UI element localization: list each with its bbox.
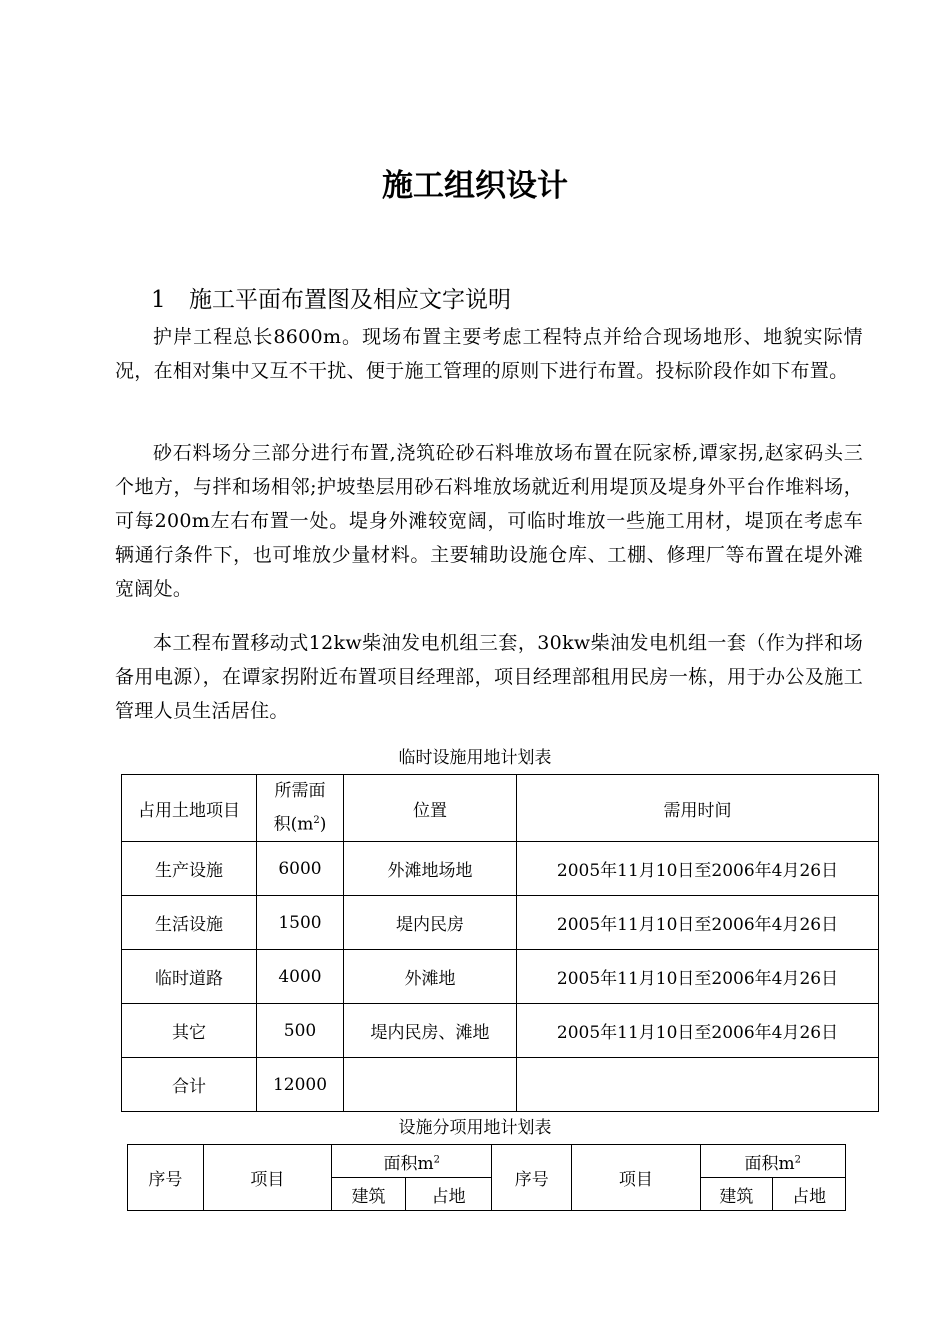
cell-time: 2005年11月10日至2006年4月26日 xyxy=(517,842,879,896)
paragraph-material-yards: 砂石料场分三部分进行布置,浇筑砼砂石料堆放场布置在阮家桥,谭家拐,赵家码头三个地方，与拌和场相邻;护坡垫层用砂石料堆放场就近利用堤顶及堤身外平台作堆料场，可每200m左右布置一处。堤身外滩较宽阔，可临时堆放一些施工用材，堤顶在考虑车辆通行条件下，也可堆放少量材料。主要辅助设施仓库、工棚、修理厂等布置在堤外滩宽阔处。 xyxy=(115,442,863,600)
cell-area: 6000 xyxy=(257,842,344,896)
cell-location: 外滩地场地 xyxy=(344,842,517,896)
table-row xyxy=(122,950,879,1004)
header-area-close: ) xyxy=(319,814,327,835)
header-land: 占地 xyxy=(405,1178,492,1211)
header-seq: 序号 xyxy=(128,1145,204,1211)
header-building: 建筑 xyxy=(332,1178,406,1211)
cell-item: 生产设施 xyxy=(122,842,257,896)
header-area xyxy=(332,1145,492,1178)
section-heading xyxy=(151,281,511,314)
table-row-total xyxy=(122,1058,879,1112)
section-heading-text: 施工平面布置图及相应文字说明 xyxy=(189,287,511,313)
header-area-sup: 2 xyxy=(433,1153,441,1165)
table-row xyxy=(122,896,879,950)
header-area-sup: 2 xyxy=(313,815,320,827)
paragraph-overview: 护岸工程总长8600m。现场布置主要考虑工程特点并给合现场地形、地貌实际情况，在相对集中又互不干扰、便于施工管理的原则下进行布置。投标阶段作如下布置。 xyxy=(115,326,863,382)
cell-location xyxy=(344,1058,517,1112)
header-item: 项目 xyxy=(203,1145,331,1211)
cell-item: 其它 xyxy=(122,1004,257,1058)
cell-time: 2005年11月10日至2006年4月26日 xyxy=(517,950,879,1004)
table2-caption: 设施分项用地计划表 xyxy=(398,1118,552,1138)
cell-area: 12000 xyxy=(257,1058,344,1112)
facility-breakdown-table xyxy=(127,1144,846,1211)
cell-location: 外滩地 xyxy=(344,950,517,1004)
section-number: 1 xyxy=(151,287,166,313)
cell-time: 2005年11月10日至2006年4月26日 xyxy=(517,896,879,950)
header-time: 需用时间 xyxy=(517,775,879,842)
header-area-sup: 2 xyxy=(794,1153,802,1165)
header-area xyxy=(700,1145,845,1178)
header-area-line1: 所需面 xyxy=(274,781,326,802)
table-header-row xyxy=(128,1145,846,1178)
header-area-text: 面积m xyxy=(383,1153,434,1174)
cell-area: 1500 xyxy=(257,896,344,950)
header-location: 位置 xyxy=(344,775,517,842)
cell-item: 临时道路 xyxy=(122,950,257,1004)
header-area xyxy=(257,775,344,842)
header-item: 占用土地项目 xyxy=(122,775,257,842)
table-header-row xyxy=(122,775,879,842)
page-title: 施工组织设计 xyxy=(382,168,568,204)
header-item: 项目 xyxy=(572,1145,700,1211)
header-land: 占地 xyxy=(773,1178,846,1211)
cell-item: 合计 xyxy=(122,1058,257,1112)
header-area-line2: 积(m xyxy=(273,814,314,835)
table-row xyxy=(122,1004,879,1058)
cell-location: 堤内民房、滩地 xyxy=(344,1004,517,1058)
header-building: 建筑 xyxy=(700,1178,773,1211)
cell-area: 500 xyxy=(257,1004,344,1058)
temporary-facilities-table xyxy=(121,774,879,1112)
cell-time: 2005年11月10日至2006年4月26日 xyxy=(517,1004,879,1058)
cell-location: 堤内民房 xyxy=(344,896,517,950)
header-area-text: 面积m xyxy=(744,1153,795,1174)
cell-time xyxy=(517,1058,879,1112)
header-seq: 序号 xyxy=(492,1145,572,1211)
table-row xyxy=(122,842,879,896)
cell-item: 生活设施 xyxy=(122,896,257,950)
paragraph-generators: 本工程布置移动式12kw柴油发电机组三套，30kw柴油发电机组一套（作为拌和场备用电源），在谭家拐附近布置项目经理部，项目经理部租用民房一栋，用于办公及施工管理人员生活居住。 xyxy=(115,632,863,722)
cell-area: 4000 xyxy=(257,950,344,1004)
table1-caption: 临时设施用地计划表 xyxy=(398,748,552,768)
